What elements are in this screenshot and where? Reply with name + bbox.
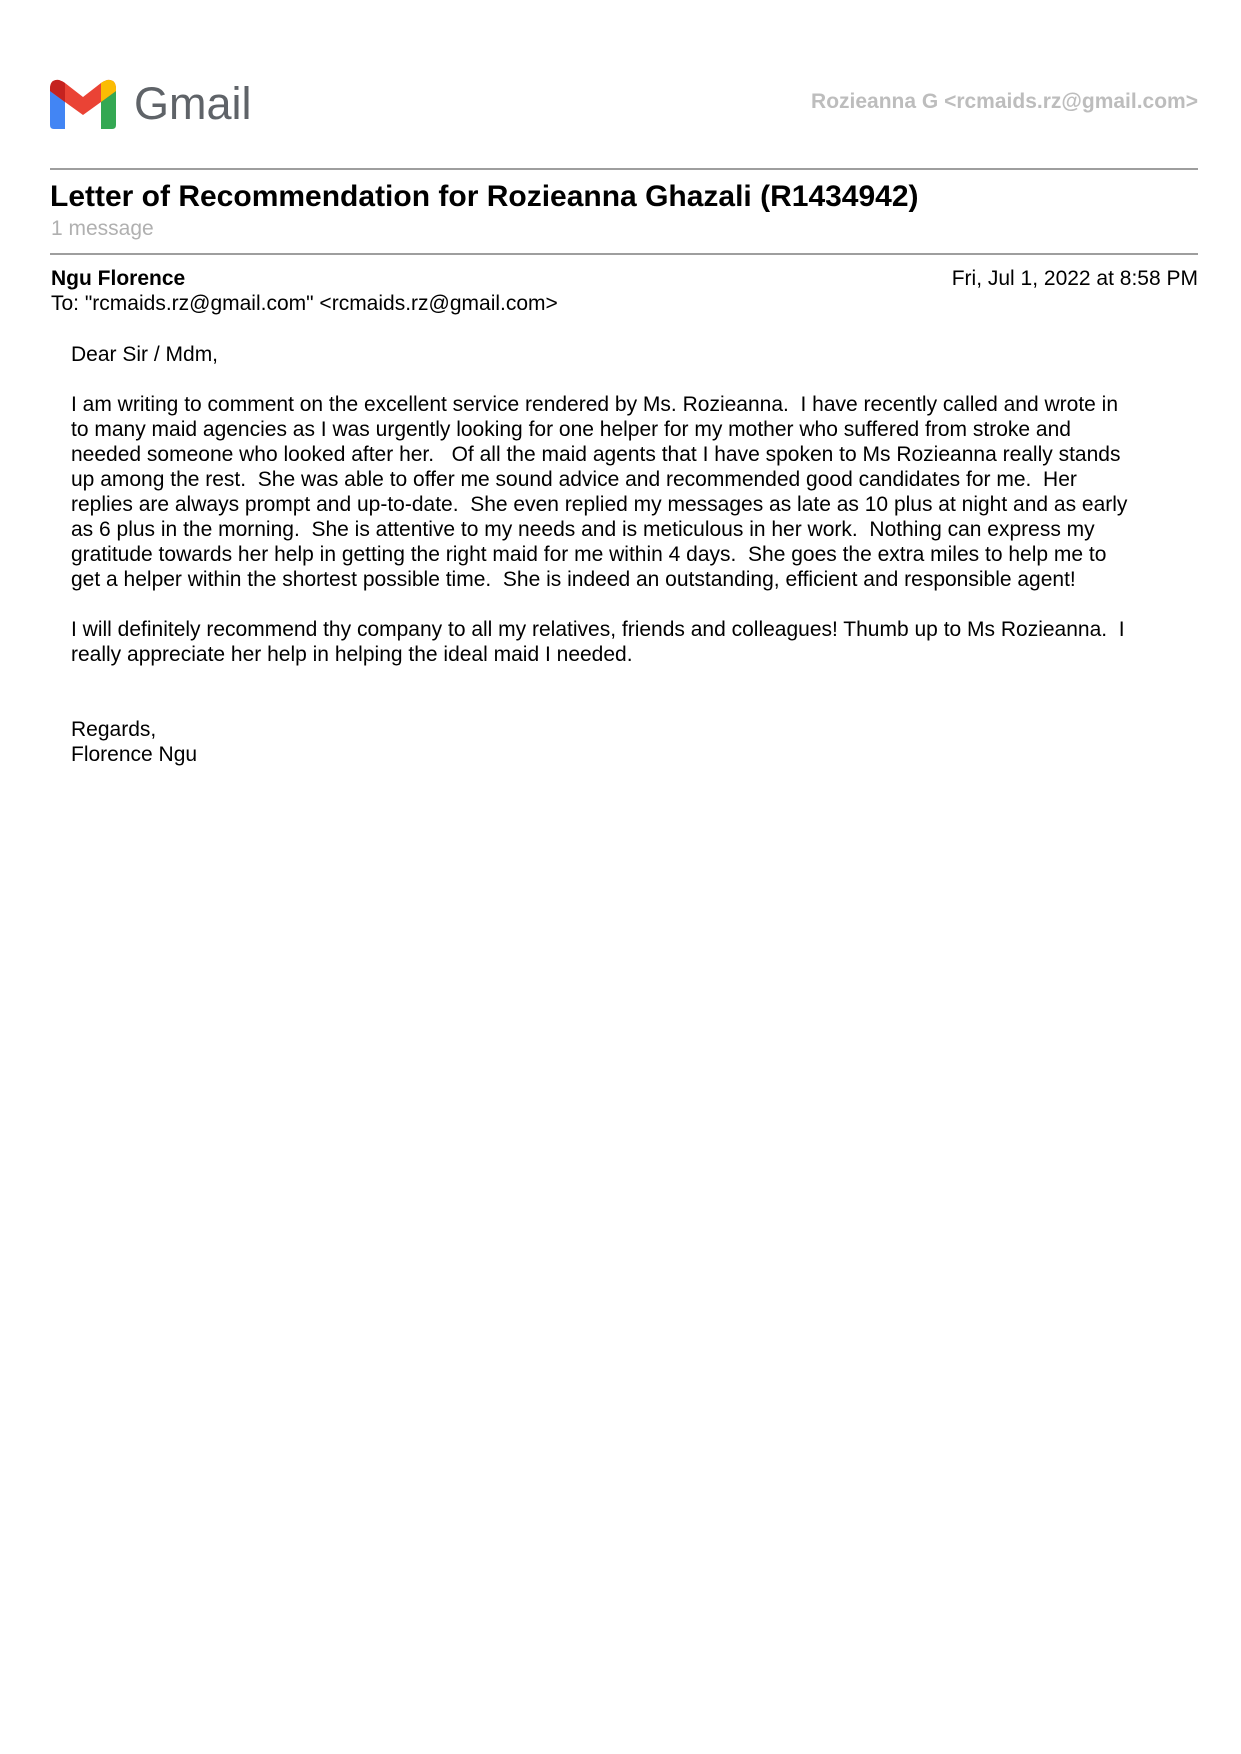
body-line: really appreciate her help in helping the ideal maid I needed.: [71, 643, 633, 666]
body-line: up among the rest. She was able to offer me sound advice and recommended good candidates for me. Her: [71, 468, 1077, 491]
body-line: as 6 plus in the morning. She is attentive to my needs and is meticulous in her work. Nothing can express my: [71, 518, 1095, 541]
body-line: I will definitely recommend thy company to all my relatives, friends and colleagues! Thumb up to Ms Rozieanna. I: [71, 618, 1125, 641]
body-line: to many maid agencies as I was urgently looking for one helper for my mother who suffered from stroke and: [71, 418, 1071, 441]
recipient-line: To: "rcmaids.rz@gmail.com" <rcmaids.rz@gmail.com>: [51, 292, 558, 315]
signature: Florence Ngu: [71, 743, 198, 766]
closing: Regards,: [71, 718, 157, 741]
subject-divider: [50, 253, 1198, 255]
gmail-wordmark: Gmail: [134, 78, 252, 129]
page-header: [50, 76, 1198, 132]
body-line: needed someone who looked after her. Of all the maid agents that I have spoken to Ms Rozieanna really stands: [71, 443, 1121, 466]
gmail-logo: [50, 76, 252, 132]
body-line: I am writing to comment on the excellent service rendered by Ms. Rozieanna. I have recently called and wrote in: [71, 393, 1119, 416]
header-divider: [50, 168, 1198, 170]
body-line: replies are always prompt and up-to-date. She even replied my messages as late as 10 plus at night and as early: [71, 493, 1128, 516]
message-body: [71, 342, 1201, 767]
email-subject: Letter of Recommendation for Rozieanna Ghazali (R1434942): [50, 180, 919, 213]
message-count: 1 message: [51, 217, 154, 240]
greeting: Dear Sir / Mdm,: [71, 343, 219, 366]
gmail-m-icon: [50, 79, 116, 129]
sender-name: Ngu Florence: [51, 267, 186, 290]
body-line: gratitude towards her help in getting the right maid for me within 4 days. She goes the extra miles to help me to: [71, 543, 1107, 566]
account-address: Rozieanna G <rcmaids.rz@gmail.com>: [811, 90, 1198, 113]
message-date: Fri, Jul 1, 2022 at 8:58 PM: [951, 267, 1198, 290]
body-line: get a helper within the shortest possible time. She is indeed an outstanding, efficient and responsible agent!: [71, 568, 1076, 591]
